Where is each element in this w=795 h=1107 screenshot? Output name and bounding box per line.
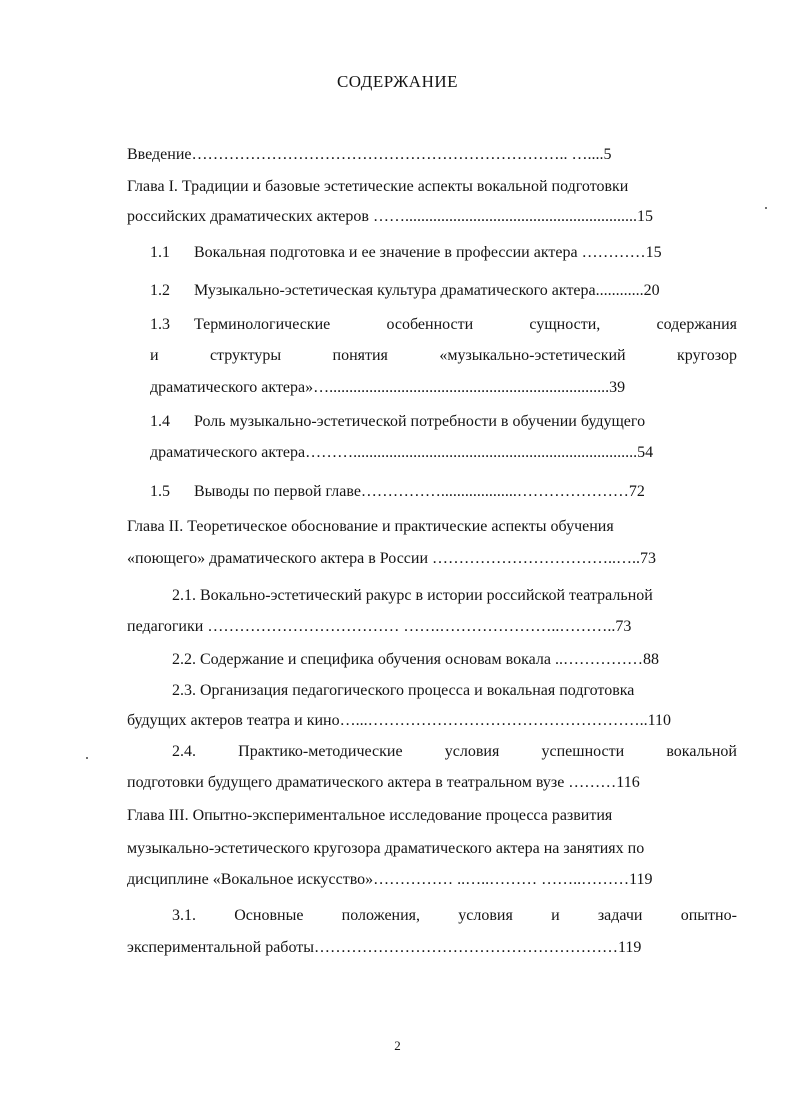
toc-word: условия — [444, 743, 500, 760]
toc-entry-2-1: 2.1. Вокально-эстетический ракурс в истории российской театральной — [172, 587, 653, 604]
section-title: Вокальная подготовка и ее значение в профессии актера …………15 — [194, 244, 662, 261]
scan-speck — [86, 757, 88, 759]
toc-entry-2-4-line-2: подготовки будущего драматического актера в театральном вузе ………116 — [127, 774, 640, 791]
scan-speck — [765, 207, 767, 209]
toc-word: и — [551, 907, 560, 924]
section-number: 1.5 — [150, 483, 170, 500]
toc-entry-intro: Введение…………………………………………………………….. …....5 — [127, 146, 612, 163]
toc-word: условия — [458, 907, 513, 924]
toc-entry-chapter-2-line-1: Глава II. Теоретическое обоснование и практические аспекты обучения — [127, 518, 614, 535]
toc-entry-1-5 — [150, 482, 645, 502]
toc-word: сущности, — [529, 316, 601, 333]
toc-word: опытно- — [680, 907, 737, 924]
toc-entry-1-3-line-3: драматического актера»…......................................................................39 — [150, 379, 626, 396]
toc-word: особенности — [386, 316, 474, 333]
toc-entry-chapter-2-line-2: «поющего» драматического актера в России ……………………………..…..73 — [127, 550, 657, 567]
toc-word: Практико-методические — [238, 743, 403, 760]
toc-entry-chapter-3-line-3: дисциплине «Вокальное искусство»…………… ..…..……… ……..………119 — [127, 871, 653, 888]
toc-entry-chapter-1-line-1: Глава I. Традиции и базовые эстетические аспекты вокальной подготовки — [127, 178, 629, 195]
toc-word: кругозор — [677, 347, 737, 364]
toc-entry-1-1 — [150, 243, 662, 263]
toc-word: «музыкально-эстетический — [439, 347, 626, 364]
toc-entry-1-3-line-2 — [150, 346, 737, 366]
toc-entry-1-2 — [150, 281, 660, 301]
section-number: 2.4. — [172, 743, 196, 760]
toc-entry-1-4-line-2: драматического актера……….......................................................................54 — [150, 444, 654, 461]
toc-entry-2-2: 2.2. Содержание и специфика обучения основам вокала ..……………88 — [172, 651, 659, 668]
section-number: 1.4 — [150, 413, 170, 430]
toc-word: понятия — [332, 347, 388, 364]
toc-word: структуры — [209, 347, 282, 364]
section-title: Музыкально-эстетическая культура драматического актера............20 — [194, 282, 660, 299]
toc-entry-3-1-line-2: экспериментальной работы…………………………………………………119 — [127, 939, 642, 956]
toc-entry-2-3-line-2: будущих актеров театра и кино…...……………………………………………..110 — [127, 712, 671, 729]
toc-word: и — [150, 347, 159, 364]
section-number: 1.1 — [150, 244, 170, 261]
section-title: Выводы по первой главе……………...................…………………72 — [194, 483, 645, 500]
section-number: 1.2 — [150, 282, 170, 299]
toc-word: Основные — [234, 907, 304, 924]
toc-entry-2-1-line-2: педагогики ……………………………… …….…………………..………..73 — [127, 618, 632, 635]
toc-entry-2-4 — [172, 742, 737, 762]
section-number: 1.3 — [150, 316, 170, 333]
section-title: Роль музыкально-эстетической потребности в обучении будущего — [194, 413, 646, 430]
toc-word: успешности — [541, 743, 625, 760]
toc-entry-chapter-3-line-1: Глава III. Опытно-экспериментальное исследование процесса развития — [127, 807, 613, 824]
toc-word: положения, — [341, 907, 421, 924]
toc-entry-chapter-1-line-2: российских драматических актеров ……..........................................................15 — [127, 208, 653, 225]
page-title: СОДЕРЖАНИЕ — [336, 72, 459, 91]
toc-entry-2-3: 2.3. Организация педагогического процесса и вокальная подготовка — [172, 682, 635, 699]
page-number: 2 — [394, 1038, 401, 1053]
toc-entry-3-1 — [172, 906, 737, 926]
toc-entry-1-3-line-1 — [150, 315, 737, 335]
toc-word: Терминологические — [194, 316, 331, 333]
toc-word: вокальной — [666, 743, 737, 760]
toc-entry-1-4 — [150, 412, 645, 432]
toc-word: задачи — [597, 907, 643, 924]
section-number: 3.1. — [172, 907, 196, 924]
toc-entry-chapter-3-line-2: музыкально-эстетического кругозора драматического актера на занятиях по — [127, 840, 645, 857]
toc-word: содержания — [656, 316, 737, 333]
